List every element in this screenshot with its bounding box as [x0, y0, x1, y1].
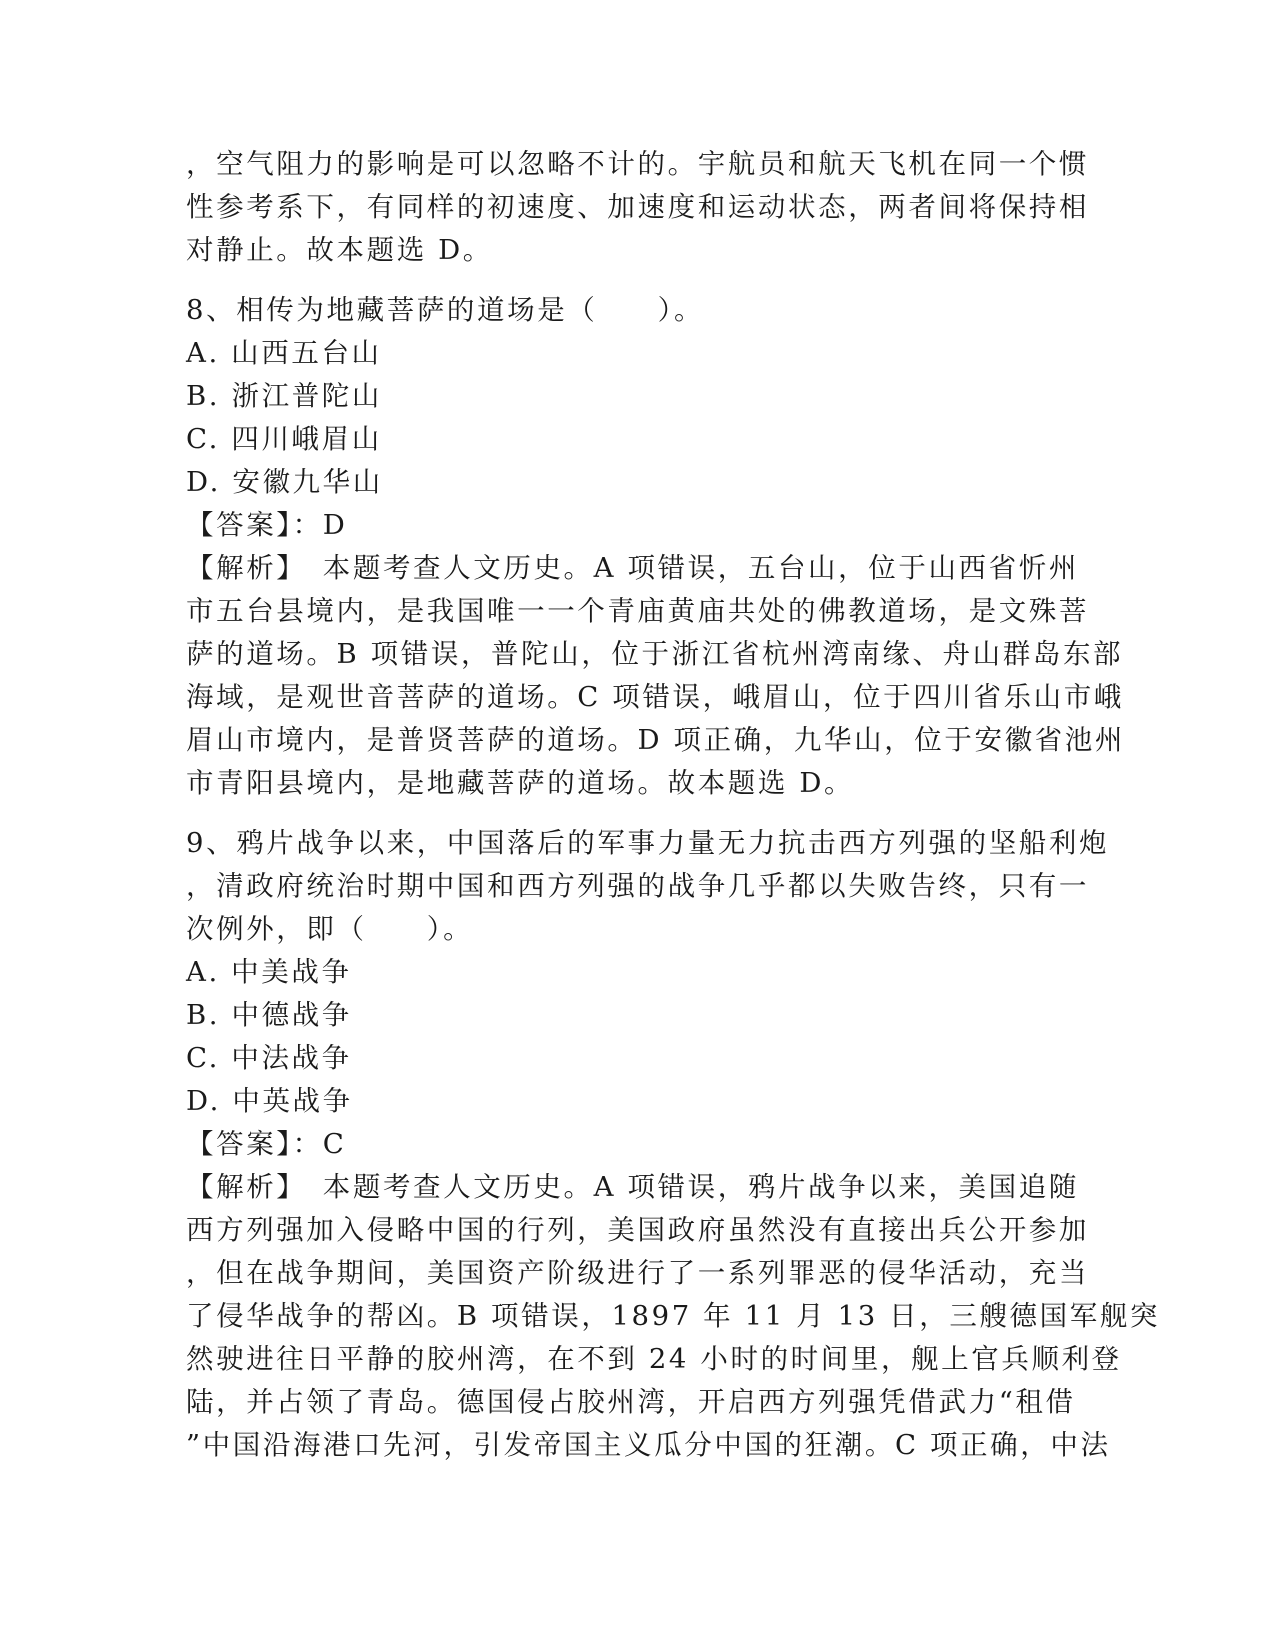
- paragraph-gap: [186, 272, 1086, 289]
- option-b: B. 中德战争: [186, 999, 352, 1031]
- intro-paragraph: [186, 143, 1089, 272]
- analysis-line: 然驶进往日平静的胶州湾，在不到 24 小时的时间里，舰上官兵顺利登: [186, 1343, 1122, 1375]
- text-line: 性参考系下，有同样的初速度、加速度和运动状态，两者间将保持相: [186, 191, 1089, 223]
- question-text: 9、鸦片战争以来，中国落后的军事力量无力抗击西方列强的坚船利炮: [186, 827, 1110, 859]
- text-line: 对静止。故本题选 D。: [186, 234, 493, 266]
- analysis-line: 海域，是观世音菩萨的道场。C 项错误，峨眉山，位于四川省乐山市峨: [186, 681, 1124, 713]
- option-c: C. 中法战争: [186, 1042, 352, 1074]
- question-text: 8、相传为地藏菩萨的道场是（ ）。: [186, 294, 705, 326]
- option-d: D. 中英战争: [186, 1085, 353, 1117]
- option-a: A. 中美战争: [186, 956, 352, 988]
- answer-line: 【答案】：C: [186, 1128, 347, 1160]
- analysis-line: 萨的道场。B 项错误，普陀山，位于浙江省杭州湾南缘、舟山群岛东部: [186, 638, 1124, 670]
- option-b: B. 浙江普陀山: [186, 380, 382, 412]
- analysis-line: 了侵华战争的帮凶。B 项错误，1897 年 11 月 13 日，三艘德国军舰突: [186, 1300, 1161, 1332]
- analysis-line: 【解析】 本题考查人文历史。A 项错误，鸦片战争以来，美国追随: [186, 1171, 1079, 1203]
- analysis-line: 市五台县境内，是我国唯一一个青庙黄庙共处的佛教道场，是文殊菩: [186, 595, 1089, 627]
- answer-line: 【答案】：D: [186, 509, 348, 541]
- paragraph-gap: [186, 805, 1086, 822]
- analysis-line: ”中国沿海港口先河，引发帝国主义瓜分中国的狂潮。C 项正确，中法: [186, 1429, 1111, 1461]
- option-d: D. 安徽九华山: [186, 466, 383, 498]
- question-text: 次例外，即（ ）。: [186, 913, 474, 945]
- text-line: ，空气阻力的影响是可以忽略不计的。宇航员和航天飞机在同一个惯: [186, 148, 1089, 180]
- question-8: [186, 289, 1125, 805]
- analysis-line: 西方列强加入侵略中国的行列，美国政府虽然没有直接出兵公开参加: [186, 1214, 1089, 1246]
- analysis-line: 【解析】 本题考查人文历史。A 项错误，五台山，位于山西省忻州: [186, 552, 1079, 584]
- analysis-line: 陆，并占领了青岛。德国侵占胶州湾，开启西方列强凭借武力“租借: [186, 1386, 1076, 1418]
- analysis-line: ，但在战争期间，美国资产阶级进行了一系列罪恶的侵华活动，充当: [186, 1257, 1089, 1289]
- analysis-line: 市青阳县境内，是地藏菩萨的道场。故本题选 D。: [186, 767, 855, 799]
- option-c: C. 四川峨眉山: [186, 423, 382, 455]
- question-9: [186, 822, 1161, 1467]
- document-page: [186, 143, 1161, 1467]
- question-text: ，清政府统治时期中国和西方列强的战争几乎都以失败告终，只有一: [186, 870, 1089, 902]
- analysis-line: 眉山市境内，是普贤菩萨的道场。D 项正确，九华山，位于安徽省池州: [186, 724, 1125, 756]
- option-a: A. 山西五台山: [186, 337, 382, 369]
